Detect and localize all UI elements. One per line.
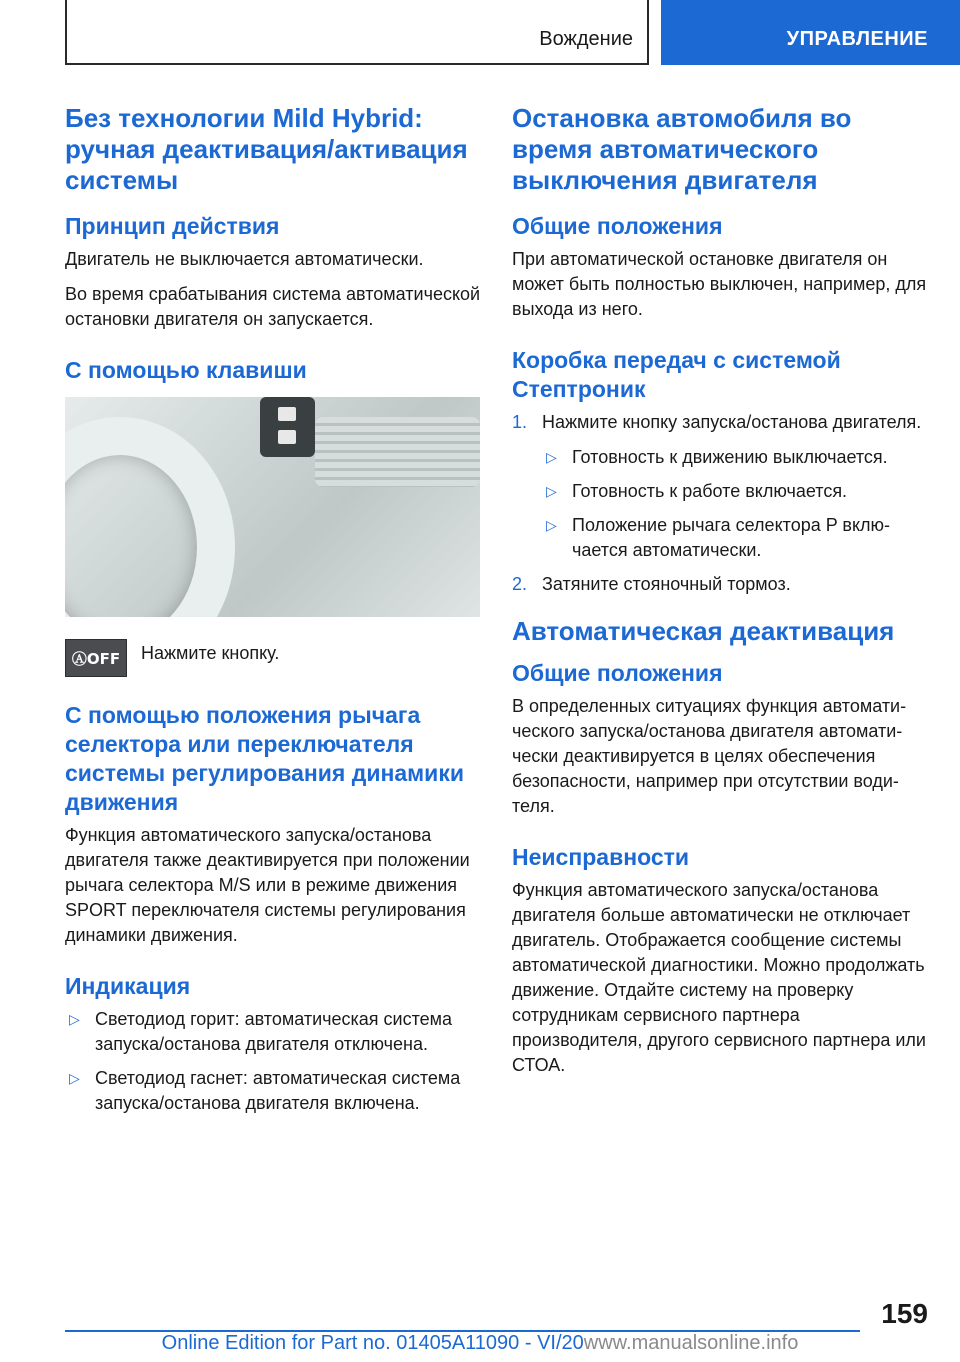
- faults-heading: Неисправности: [512, 844, 690, 870]
- header-section-tab: [65, 0, 649, 65]
- principle-heading: Принцип действия: [65, 213, 280, 239]
- list-item: ▷ Положение рычага селектора P включается автоматически.: [546, 515, 891, 560]
- selector-text: Функция автоматического запуска/останова двигателя также деактивируется при положении рычага селектора M/S или в режиме движения SPORT переключателя системы регулирования динамики движения.: [65, 825, 470, 945]
- triangle-bullet-icon: ▷: [69, 1011, 80, 1027]
- list-item: ▷ Готовность к работе включается.: [542, 479, 932, 504]
- header-section-label: Вождение: [539, 28, 633, 50]
- footer-edition: [0, 1332, 960, 1355]
- step-item: 2. Затяните стояночный тормоз.: [512, 574, 791, 594]
- steptronic-heading: Коробка передач с системой Стептроник: [512, 347, 841, 402]
- auto-general-text: В определенных ситуациях функция автоматического запуска/останова двигателя автоматически деактивируется в целях обеспечения безопасности, например при отсутствии водителя.: [512, 696, 907, 816]
- right-title: Остановка автомобиля во время автоматического выключения двигателя: [512, 103, 852, 195]
- left-column: [65, 103, 485, 1125]
- triangle-bullet-icon: ▷: [546, 449, 557, 465]
- principle-text-2: Во время срабатывания система автоматической остановки двигателя он запускается.: [65, 284, 481, 329]
- footer-watermark: www.manualsonline.info: [583, 1332, 799, 1354]
- left-title: Без технологии Mild Hybrid: ручная деактивация/активация системы: [65, 103, 468, 195]
- dashboard-button-cluster: [260, 397, 315, 457]
- principle-text-1: Двигатель не выключается автоматически.: [65, 249, 424, 269]
- header-chapter-tab: [661, 0, 960, 65]
- general-text: При автоматической остановке двигателя он может быть полностью выключен, например, для выхода из него.: [512, 249, 927, 319]
- list-item: ▷ Готовность к движению выключается.: [542, 445, 932, 470]
- list-item: ▷ Светодиод гаснет: автоматическая система запуска/останова двигателя включена.: [69, 1068, 461, 1113]
- general-heading: Общие положения: [512, 213, 723, 239]
- header-chapter-label: УПРАВЛЕНИЕ: [786, 28, 928, 50]
- triangle-bullet-icon: ▷: [546, 517, 557, 533]
- auto-start-stop-off-icon: ⒶOFF: [65, 639, 127, 677]
- faults-text: Функция автоматического запуска/останова двигателя больше автоматически не отключает двигатель. Отображается сообщение системы автоматической диагностики. Можно продолжать движение. Отдайте систему на проверку сотрудникам сервисного партнера производителя, другого сервисного партнера или СТОА.: [512, 880, 926, 1075]
- step-item: 1. Нажмите кнопку запуска/останова двигателя. ▷ Готовность к движению выключается. ▷ Готовность к работе включается. ▷ Положение рычага селектора P включается автоматически.: [512, 410, 932, 563]
- page-number: 159: [881, 1298, 928, 1329]
- air-vent-shape: [315, 417, 480, 487]
- off-button-row: [65, 639, 485, 677]
- indication-heading: Индикация: [65, 973, 191, 999]
- indication-list: [65, 1007, 485, 1116]
- button-heading: С помощью клавиши: [65, 357, 307, 383]
- selector-heading: С помощью положения рычага селектора или переключателя системы регулирования динамики движения: [65, 702, 464, 815]
- triangle-bullet-icon: ▷: [546, 483, 557, 499]
- dashboard-photo: [65, 397, 480, 617]
- off-button-caption: Нажмите кнопку.: [141, 643, 280, 663]
- auto-deactivation-title: Автоматическая деактивация: [512, 616, 895, 646]
- steering-wheel-shape: [65, 417, 235, 617]
- triangle-bullet-icon: ▷: [69, 1070, 80, 1086]
- right-column: [512, 103, 932, 1088]
- footer-edition-text: Online Edition for Part no. 01405A11090 - VI/20: [161, 1332, 584, 1354]
- step-sub-list: [542, 445, 932, 563]
- list-item: ▷ Светодиод горит: автоматическая система запуска/останова двигателя отключена.: [69, 1009, 453, 1054]
- steps-list: [512, 410, 932, 597]
- auto-general-heading: Общие положения: [512, 660, 723, 686]
